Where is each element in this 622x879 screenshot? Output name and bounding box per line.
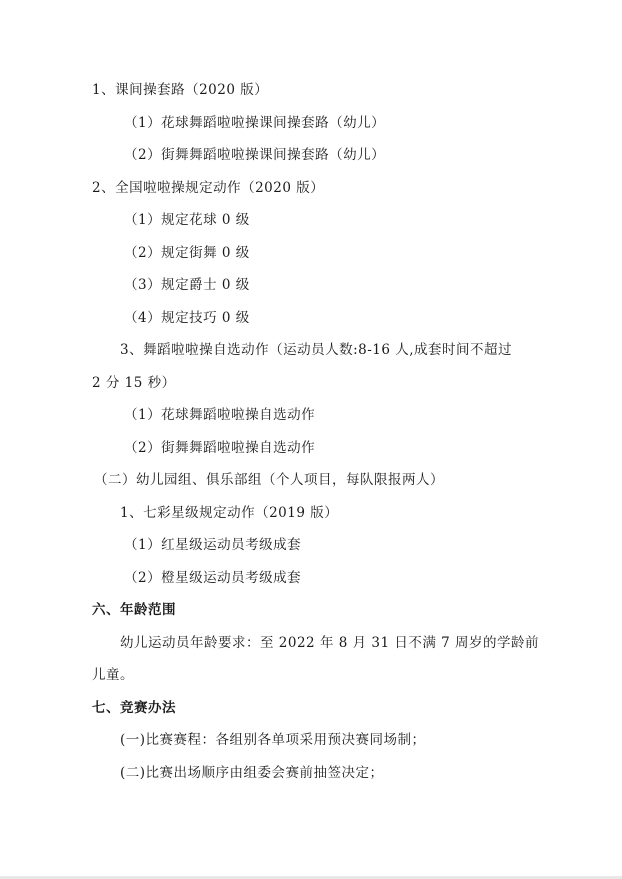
- section-2-sub-1: （1）红星级运动员考级成套: [124, 537, 302, 553]
- method-item-1: (一)比赛赛程：各组别各单项采用预决赛同场制；: [120, 732, 426, 748]
- heading-competition-method: 七、竞赛办法: [92, 700, 176, 716]
- age-requirement-cont: 儿童。: [92, 667, 134, 683]
- item-3-title-cont: 2 分 15 秒）: [92, 375, 176, 391]
- section-2-title: （二）幼儿园组、俱乐部组（个人项目，每队限报两人）: [94, 472, 444, 488]
- item-2-sub-4: （4）规定技巧 0 级: [124, 310, 250, 326]
- item-2-sub-2: （2）规定街舞 0 级: [124, 245, 250, 261]
- item-2-sub-3: （3）规定爵士 0 级: [124, 277, 250, 293]
- item-3-title: 3、舞蹈啦啦操自选动作（运动员人数:8-16 人,成套时间不超过: [120, 342, 513, 358]
- item-1-sub-2: （2）街舞舞蹈啦啦操课间操套路（幼儿）: [124, 147, 386, 163]
- item-3-sub-2: （2）街舞舞蹈啦啦操自选动作: [124, 440, 316, 456]
- section-2-item-1: 1、七彩星级规定动作（2019 版）: [120, 505, 339, 521]
- item-2-sub-1: （1）规定花球 0 级: [124, 212, 250, 228]
- method-item-2: (二)比赛出场顺序由组委会赛前抽签决定；: [120, 765, 384, 781]
- age-requirement: 幼儿运动员年龄要求：至 2022 年 8 月 31 日不满 7 周岁的学龄前: [120, 635, 540, 651]
- item-1-title: 1、课间操套路（2020 版）: [92, 82, 269, 98]
- item-2-title: 2、全国啦啦操规定动作（2020 版）: [92, 180, 325, 196]
- section-2-sub-2: （2）橙星级运动员考级成套: [124, 570, 302, 586]
- item-1-sub-1: （1）花球舞蹈啦啦操课间操套路（幼儿）: [124, 115, 386, 131]
- heading-age-range: 六、年龄范围: [92, 602, 176, 618]
- item-3-sub-1: （1）花球舞蹈啦啦操自选动作: [124, 407, 316, 423]
